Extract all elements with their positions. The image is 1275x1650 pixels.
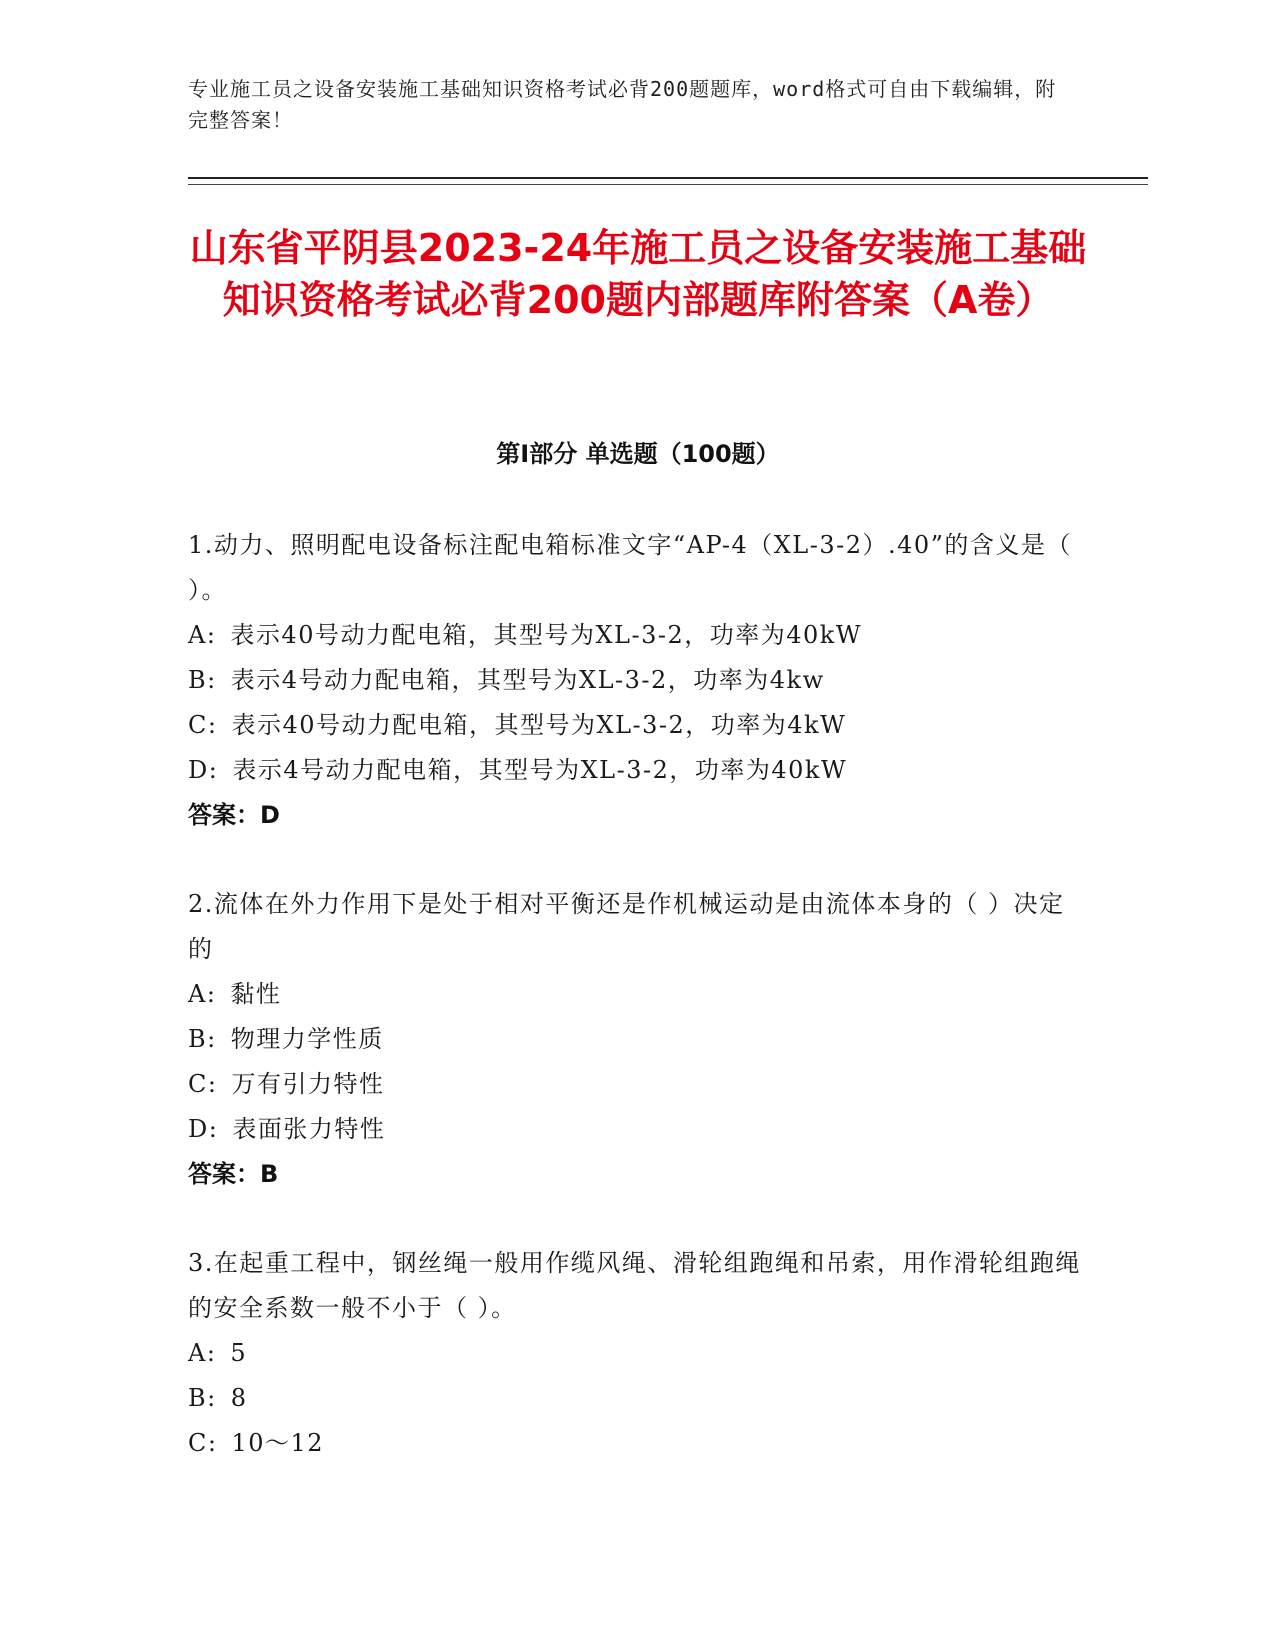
option-a: [188, 613, 1088, 658]
option-text: 表示4号动力配电箱，其型号为XL-3-2，功率为4kw: [230, 666, 825, 694]
option-c: [188, 1421, 1088, 1466]
option-b: [188, 658, 1088, 703]
option-letter: B:: [188, 666, 217, 694]
option-text: 表面张力特性: [232, 1115, 386, 1143]
header-note: 专业施工员之设备安装施工基础知识资格考试必背200题题库，word格式可自由下载编辑，附完整答案！: [188, 77, 1057, 132]
header-rule-thin: [188, 184, 1148, 185]
option-b: [188, 1017, 1088, 1062]
header-rule-thick: [188, 177, 1148, 179]
option-text: 10～12: [231, 1429, 325, 1457]
question-1: [188, 523, 1088, 838]
option-text: 8: [230, 1384, 248, 1412]
option-letter: B:: [188, 1384, 217, 1412]
question-list: [188, 523, 1088, 1510]
question-2: [188, 882, 1088, 1197]
option-text: 黏性: [230, 980, 282, 1008]
option-a: [188, 972, 1088, 1017]
option-letter: C:: [188, 1429, 218, 1457]
question-3: [188, 1241, 1088, 1466]
option-text: 万有引力特性: [231, 1070, 385, 1098]
option-a: [188, 1331, 1088, 1376]
question-stem: 3.在起重工程中，钢丝绳一般用作缆风绳、滑轮组跑绳和吊索，用作滑轮组跑绳的安全系数一般不小于（ ）。: [188, 1249, 1081, 1322]
option-letter: B:: [188, 1025, 217, 1053]
option-letter: C:: [188, 1070, 218, 1098]
option-letter: D:: [188, 1115, 219, 1143]
section-title: 第Ⅰ部分 单选题（100题）: [496, 440, 780, 468]
option-text: 表示40号动力配电箱，其型号为XL-3-2，功率为40kW: [230, 621, 862, 649]
answer: 答案：D: [188, 801, 280, 829]
option-letter: A:: [188, 621, 217, 649]
option-c: [188, 703, 1088, 748]
option-b: [188, 1376, 1088, 1421]
option-letter: A:: [188, 980, 217, 1008]
document-title: 山东省平阴县2023-24年施工员之设备安装施工基础知识资格考试必背200题内部题库附答案（A卷）: [189, 226, 1087, 322]
option-text: 表示40号动力配电箱，其型号为XL-3-2，功率为4kW: [231, 711, 847, 739]
option-letter: A:: [188, 1339, 217, 1367]
option-letter: C:: [188, 711, 218, 739]
option-text: 表示4号动力配电箱，其型号为XL-3-2，功率为40kW: [232, 756, 848, 784]
question-stem: 1.动力、照明配电设备标注配电箱标准文字“AP-4（XL-3-2）.40”的含义是（ ）。: [188, 531, 1072, 604]
question-stem: 2.流体在外力作用下是处于相对平衡还是作机械运动是由流体本身的（ ）决定的: [188, 890, 1065, 963]
option-d: [188, 1107, 1088, 1152]
option-d: [188, 748, 1088, 793]
option-text: 5: [230, 1339, 248, 1367]
option-text: 物理力学性质: [230, 1025, 384, 1053]
option-c: [188, 1062, 1088, 1107]
option-letter: D:: [188, 756, 219, 784]
answer: 答案：B: [188, 1160, 279, 1188]
